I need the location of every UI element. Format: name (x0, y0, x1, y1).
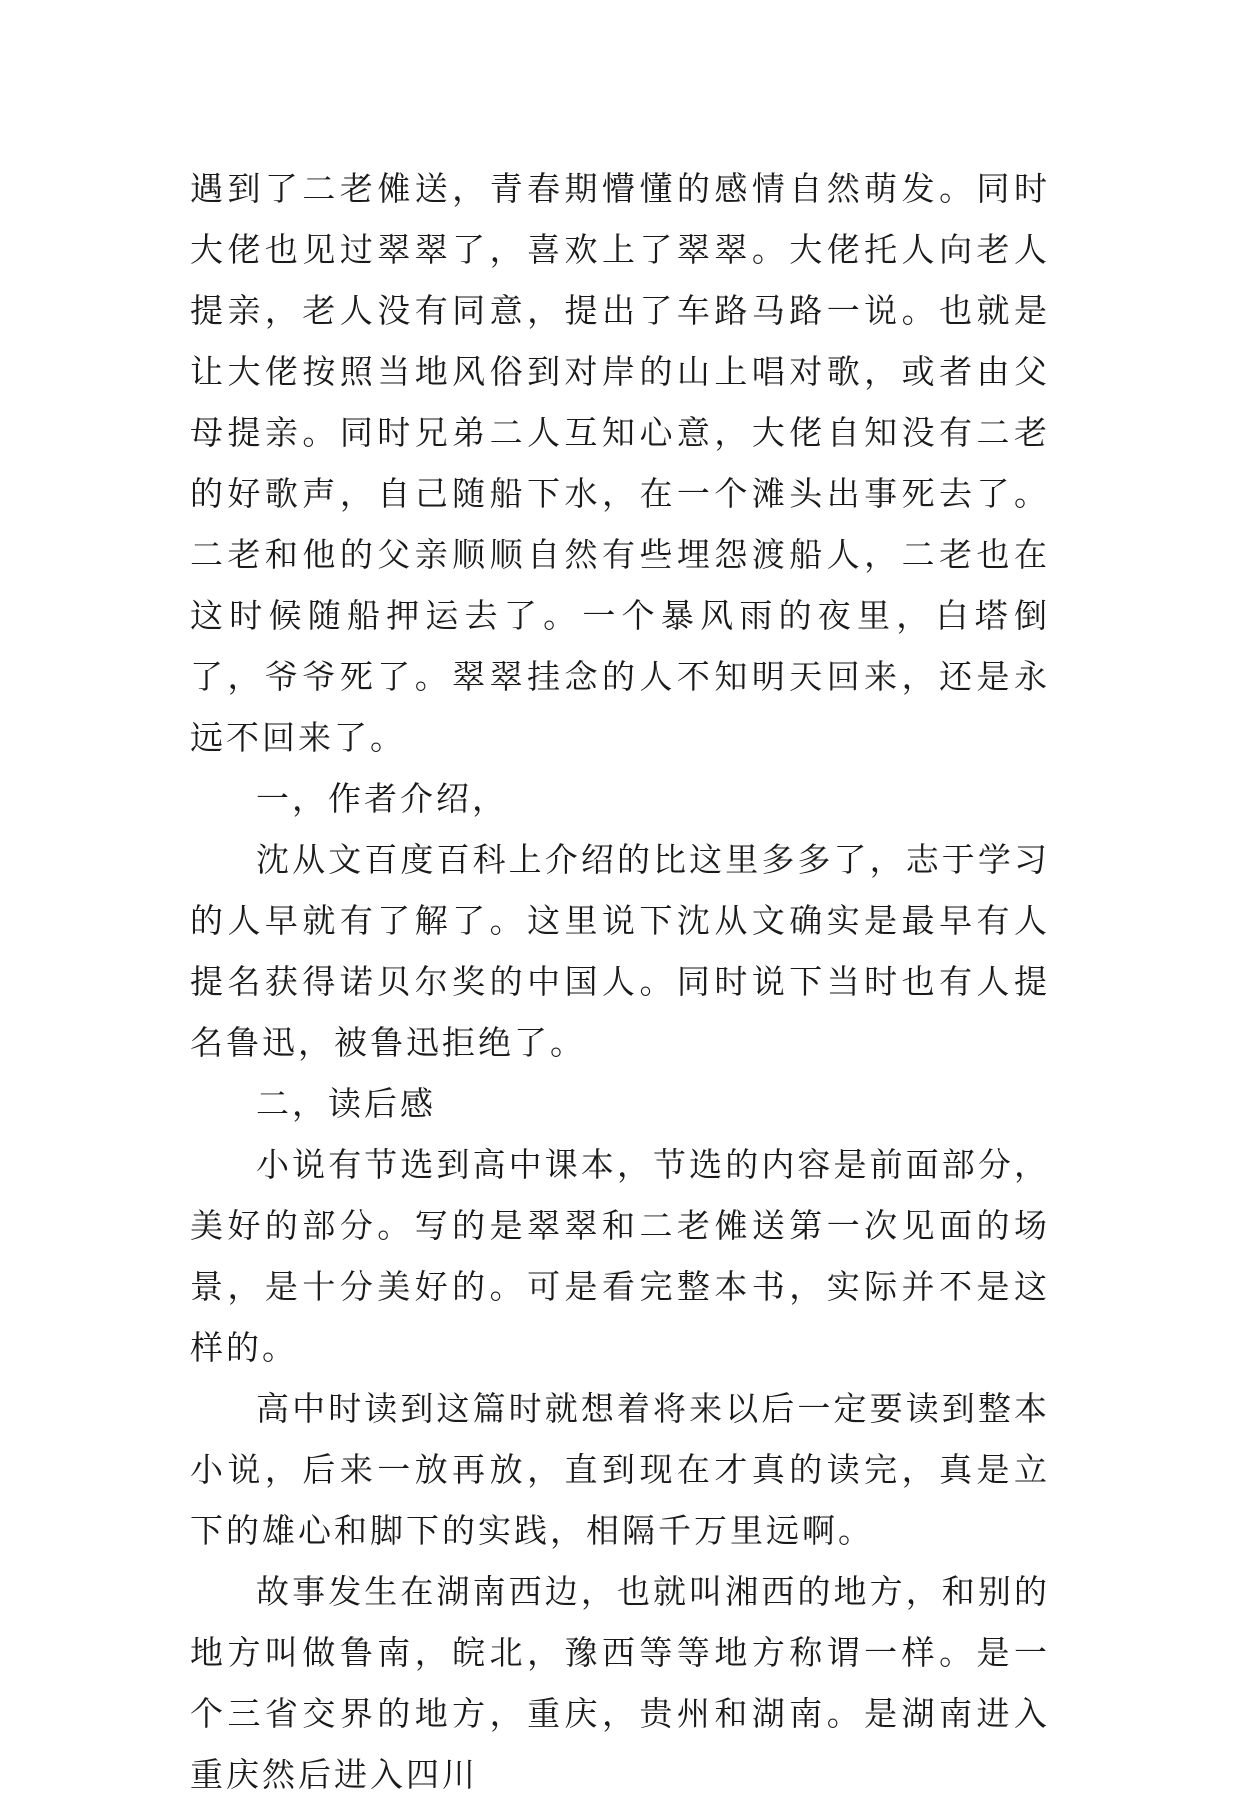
document-body (190, 158, 1050, 1805)
paragraph-setting: 故事发生在湖南西边，也就叫湘西的地方，和别的地方叫做鲁南，皖北，豫西等等地方称谓一样。是一个三省交界的地方，重庆，贵州和湖南。是湖南进入重庆然后进入四川 (190, 1572, 1050, 1794)
section-heading-reflection: 二，读后感 (256, 1084, 436, 1123)
section-heading-author: 一，作者介绍， (256, 779, 508, 818)
paragraph-story-summary: 遇到了二老傩送，青春期懵懂的感情自然萌发。同时大佬也见过翠翠了，喜欢上了翠翠。大佬托人向老人提亲，老人没有同意，提出了车路马路一说。也就是让大佬按照当地风俗到对岸的山上唱对歌，或者由父母提亲。同时兄弟二人互知心意，大佬自知没有二老的好歌声，自己随船下水，在一个滩头出事死去了。二老和他的父亲顺顺自然有些埋怨渡船人，二老也在这时候随船押运去了。一个暴风雨的夜里，白塔倒了，爷爷死了。翠翠挂念的人不知明天回来，还是永远不回来了。 (190, 169, 1050, 757)
paragraph-textbook-excerpt: 小说有节选到高中课本，节选的内容是前面部分，美好的部分。写的是翠翠和二老傩送第一次见面的场景，是十分美好的。可是看完整本书，实际并不是这样的。 (190, 1145, 1050, 1367)
paragraph-author-intro: 沈从文百度百科上介绍的比这里多多了，志于学习的人早就有了解了。这里说下沈从文确实是最早有人提名获得诺贝尔奖的中国人。同时说下当时也有人提名鲁迅，被鲁迅拒绝了。 (190, 840, 1050, 1062)
paragraph-high-school-memory: 高中时读到这篇时就想着将来以后一定要读到整本小说，后来一放再放，直到现在才真的读完，真是立下的雄心和脚下的实践，相隔千万里远啊。 (190, 1389, 1050, 1550)
